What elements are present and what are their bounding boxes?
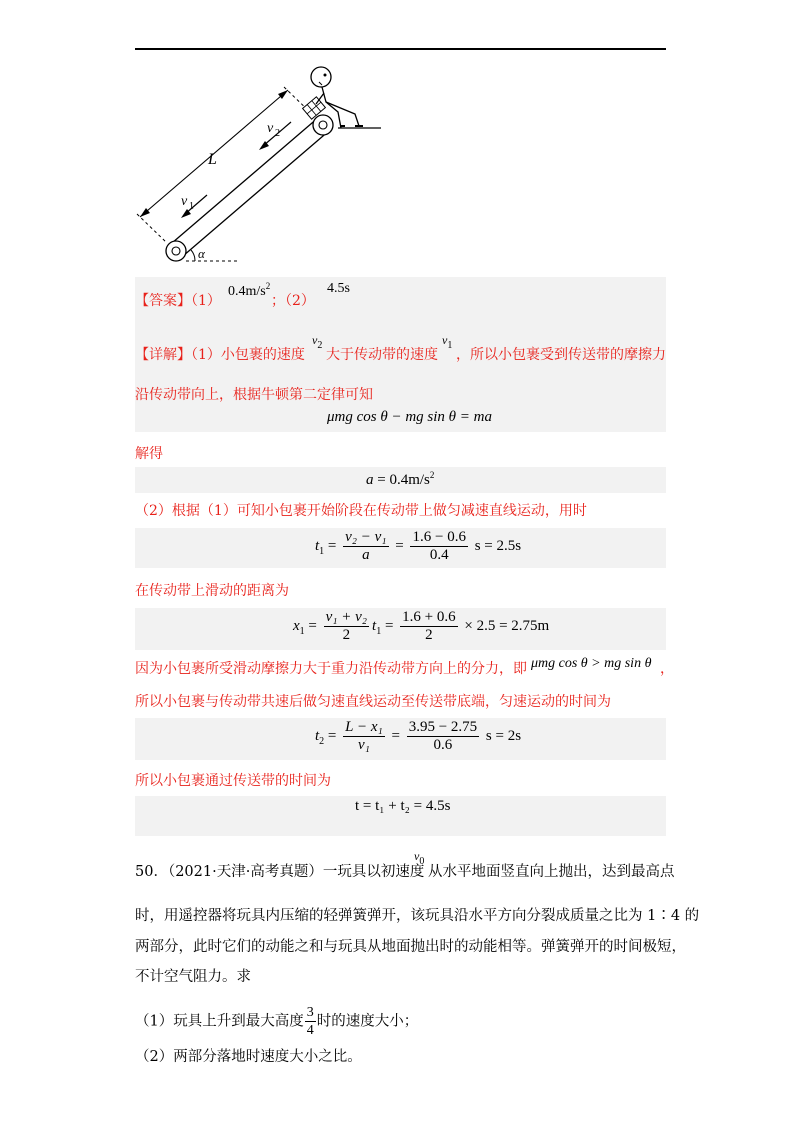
detail-line-1c: ，所以小包裹受到传送带的摩擦力 bbox=[456, 347, 666, 363]
question-50-line-3: 两部分，此时它们的动能之和与玩具从地面抛出时的动能相等。弹簧弹开的时间极短， bbox=[135, 939, 686, 955]
detail-line-2: 沿传动带向上，根据牛顿第二定律可知 bbox=[135, 387, 373, 403]
detail-line-6-end: ， bbox=[660, 661, 674, 677]
question-v0-symbol: $v_0$ bbox=[414, 849, 425, 867]
equation-newton: μmg cos θ − mg sin θ = ma bbox=[327, 409, 493, 425]
equation-friction-compare: μmg cos θ > mg sin θ bbox=[531, 656, 652, 671]
detail-line-1: 【详解】（1）小包裹的速度 bbox=[135, 347, 305, 363]
detail-line-8: 所以小包裹通过传送带的时间为 bbox=[135, 773, 331, 789]
detail-v1-symbol: $v_1$ bbox=[442, 333, 453, 351]
label-v1: v bbox=[181, 194, 188, 209]
answer-sep: ；（2） bbox=[271, 293, 315, 309]
question-part-1: （1）玩具上升到最大高度 $\frac{3}{4}$ 时的速度大小； bbox=[135, 1005, 419, 1038]
question-50-line-1: 50．（2021·天津·高考真题）一玩具以初速度 bbox=[135, 864, 425, 880]
detail-line-6: 因为小包裹所受滑动摩擦力大于重力沿传动带方向上的分力，即 bbox=[135, 661, 527, 677]
detail-line-7: 所以小包裹与传动带共速后做匀速直线运动至传送带底端，匀速运动的时间为 bbox=[135, 694, 611, 710]
label-v2-sub: 2 bbox=[275, 128, 280, 139]
answer-tag: 【答案】 bbox=[135, 293, 191, 309]
equation-t1: $t_1$ = $\frac{\text{v₂ − v₁}}{a}$ = $\frac{1.6 - 0.6}{0.4}$ s = 2.5s bbox=[315, 529, 522, 563]
answer-part2-value: 4.5s bbox=[327, 281, 350, 296]
question-50-line-1-rest: 从水平地面竖直向上抛出，达到最高点 bbox=[428, 864, 675, 880]
label-v1-sub: 1 bbox=[189, 201, 194, 212]
question-part-2: （2）两部分落地时速度大小之比。 bbox=[135, 1049, 362, 1065]
header-rule bbox=[135, 48, 666, 50]
detail-line-5: 在传动带上滑动的距离为 bbox=[135, 583, 289, 599]
detail-v2-symbol: $v_2$ bbox=[312, 333, 323, 351]
equation-acceleration: $a = 0.4m/s^2$ bbox=[366, 470, 435, 488]
detail-line-1b: 大于传动带的速度 bbox=[326, 347, 438, 363]
label-L: L bbox=[208, 151, 217, 168]
detail-tag: 【详解】 bbox=[135, 347, 191, 363]
equation-t2: $t_2$ = $\frac{\text{L − x₁}}{\text{v₁}}$ = $\frac{3.95 - 2.75}{0.6}$ s = 2s bbox=[315, 719, 522, 753]
label-alpha: α bbox=[198, 246, 205, 261]
equation-total-time: t = t₁ + t₂ = 4.5s bbox=[355, 798, 451, 814]
answer-line bbox=[135, 290, 221, 310]
detail-line-3: 解得 bbox=[135, 446, 163, 462]
answer-part1-value: $0.4m/s^2$ bbox=[228, 281, 271, 299]
question-50-line-2: 时，用遥控器将玩具内压缩的轻弹簧弹开，该玩具沿水平方向分裂成质量之比为 1∶4 的 bbox=[135, 908, 700, 924]
conveyor-belt-figure bbox=[133, 60, 393, 270]
label-v2: v bbox=[267, 121, 274, 136]
equation-x1: $x_1$ = $\frac{\text{v₁ + v₂}}{2}$ $t_1$ = $\frac{1.6 + 0.6}{2}$ × 2.5 = 2.75m bbox=[293, 609, 550, 643]
question-50-line-4: 不计空气阻力。求 bbox=[135, 969, 251, 985]
answer-part1-num: （1） bbox=[191, 293, 221, 309]
detail-line-4: （2）根据（1）可知小包裹开始阶段在传动带上做匀减速直线运动，用时 bbox=[135, 503, 587, 519]
